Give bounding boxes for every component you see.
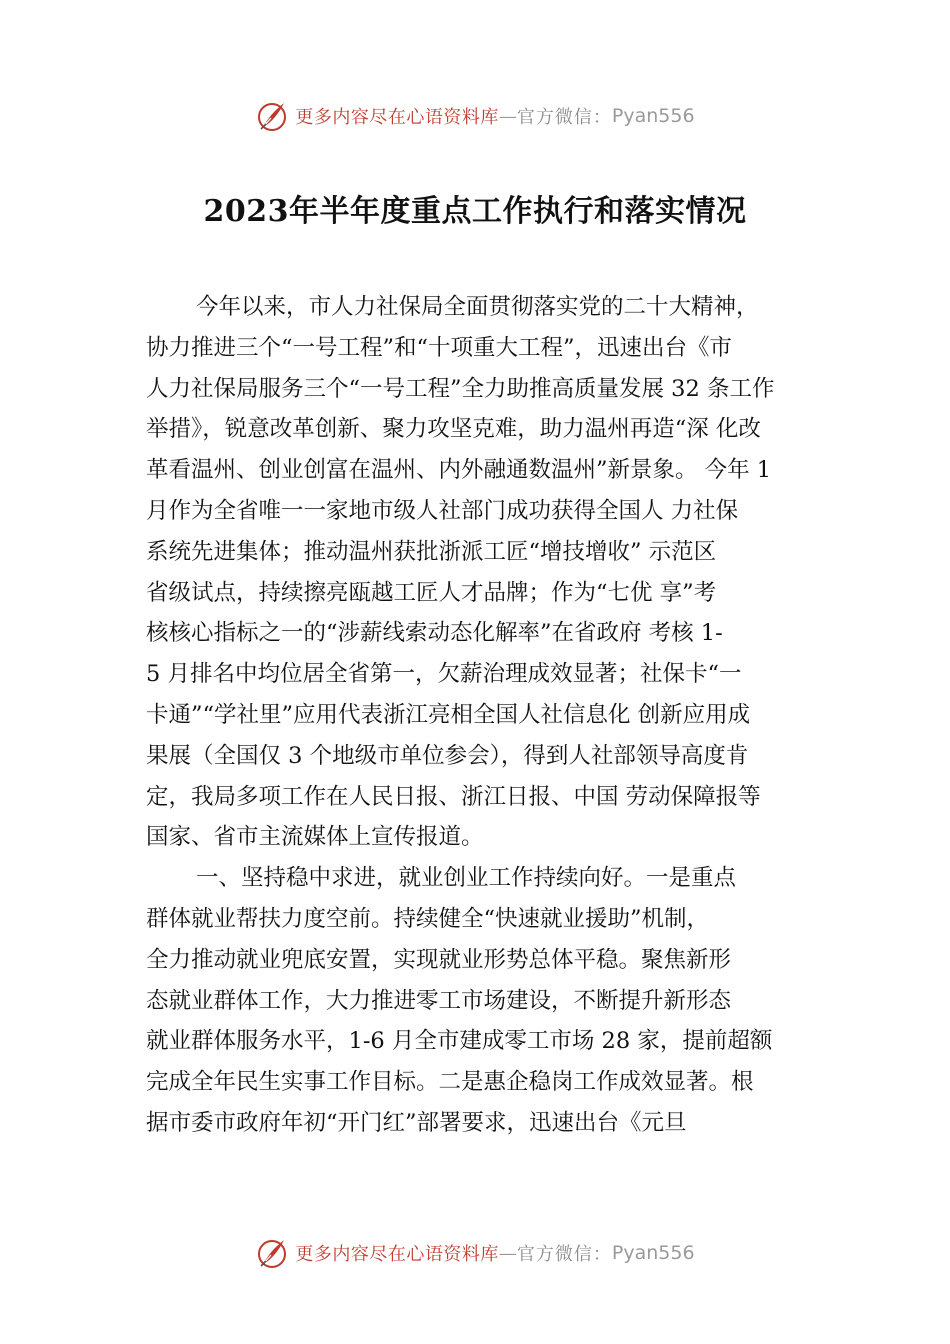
paragraph-line: 人力社保局服务三个“一号工程”全力助推高质量发展 32 条工作 (146, 375, 775, 402)
banner-wechat-label: 官方微信： (516, 107, 612, 128)
banner-wechat-label: 官方微信： (516, 1244, 612, 1265)
paragraph-line: 群体就业帮扶力度空前。持续健全“快速就业援助”机制， (146, 905, 710, 932)
paragraph-line: 今年以来，市人力社保局全面贯彻落实党的二十大精神， (196, 294, 759, 320)
header-banner (0, 96, 950, 136)
feather-pen-logo-icon (255, 1236, 289, 1270)
document-body (146, 287, 836, 1144)
footer-banner (0, 1233, 950, 1273)
paragraph-line: 国家、省市主流媒体上宣传报道。 (146, 824, 484, 851)
paragraph-line: 态就业群体工作，大力推进零工市场建设，不断提升新形态 (146, 987, 732, 1014)
paragraph-line: 月作为全省唯一一家地市级人社部门成功获得全国人 力社保 (146, 497, 739, 524)
feather-pen-logo-icon (255, 99, 289, 133)
banner-promo-text: 更多内容尽在心语资料库 (295, 107, 499, 128)
paragraph-line: 核核心指标之一的“涉薪线索动态化解率”在省政府 考核 1- (146, 620, 723, 647)
paragraph-line: 省级试点，持续擦亮瓯越工匠人才品牌；作为“七优 享”考 (146, 579, 717, 606)
banner-wechat-id: Pyan556 (611, 1242, 695, 1264)
paragraph-line: 革看温州、创业创富在温州、内外融通数温州”新景象。 今年 1 (146, 457, 772, 484)
paragraph-line: 5 月排名中均位居全省第一，欠薪治理成效显著；社保卡“一 (146, 661, 742, 688)
paragraph-line: 定，我局多项工作在人民日报、浙江日报、中国 劳动保障报等 (146, 783, 761, 810)
paragraph-line: 就业群体服务水平，1-6 月全市建成零工市场 28 家，提前超额 (146, 1028, 773, 1055)
paragraph-line: 果展（全国仅 3 个地级市单位参会），得到人社部领导高度肯 (146, 742, 749, 769)
paragraph-line: 协力推进三个“一号工程”和“十项重大工程”，迅速出台《市 (146, 334, 733, 361)
banner-promo-text: 更多内容尽在心语资料库 (295, 1244, 499, 1265)
document-title: 2023年半年度重点工作执行和落实情况 (203, 194, 747, 229)
banner-separator: — (498, 105, 517, 127)
paragraph-line: 卡通”“学社里”应用代表浙江亮相全国人社信息化 创新应用成 (146, 701, 751, 728)
paragraph-line: 完成全年民生实事工作目标。二是惠企稳岗工作成效显著。根 (146, 1069, 754, 1096)
paragraph-line: 一、坚持稳中求进，就业创业工作持续向好。一是重点 (196, 865, 737, 892)
banner-wechat-id: Pyan556 (611, 105, 695, 127)
paragraph-line: 系统先进集体；推动温州获批浙派工匠“增技增收” 示范区 (146, 538, 717, 565)
paragraph-line: 据市委市政府年初“开门红”部署要求，迅速出台《元旦 (146, 1109, 687, 1136)
banner-separator: — (498, 1242, 517, 1264)
paragraph-line: 全力推动就业兜底安置，实现就业形势总体平稳。聚焦新形 (146, 946, 732, 973)
paragraph-line: 举措》，锐意改革创新、聚力攻坚克难，助力温州再造“深 化改 (146, 416, 761, 443)
